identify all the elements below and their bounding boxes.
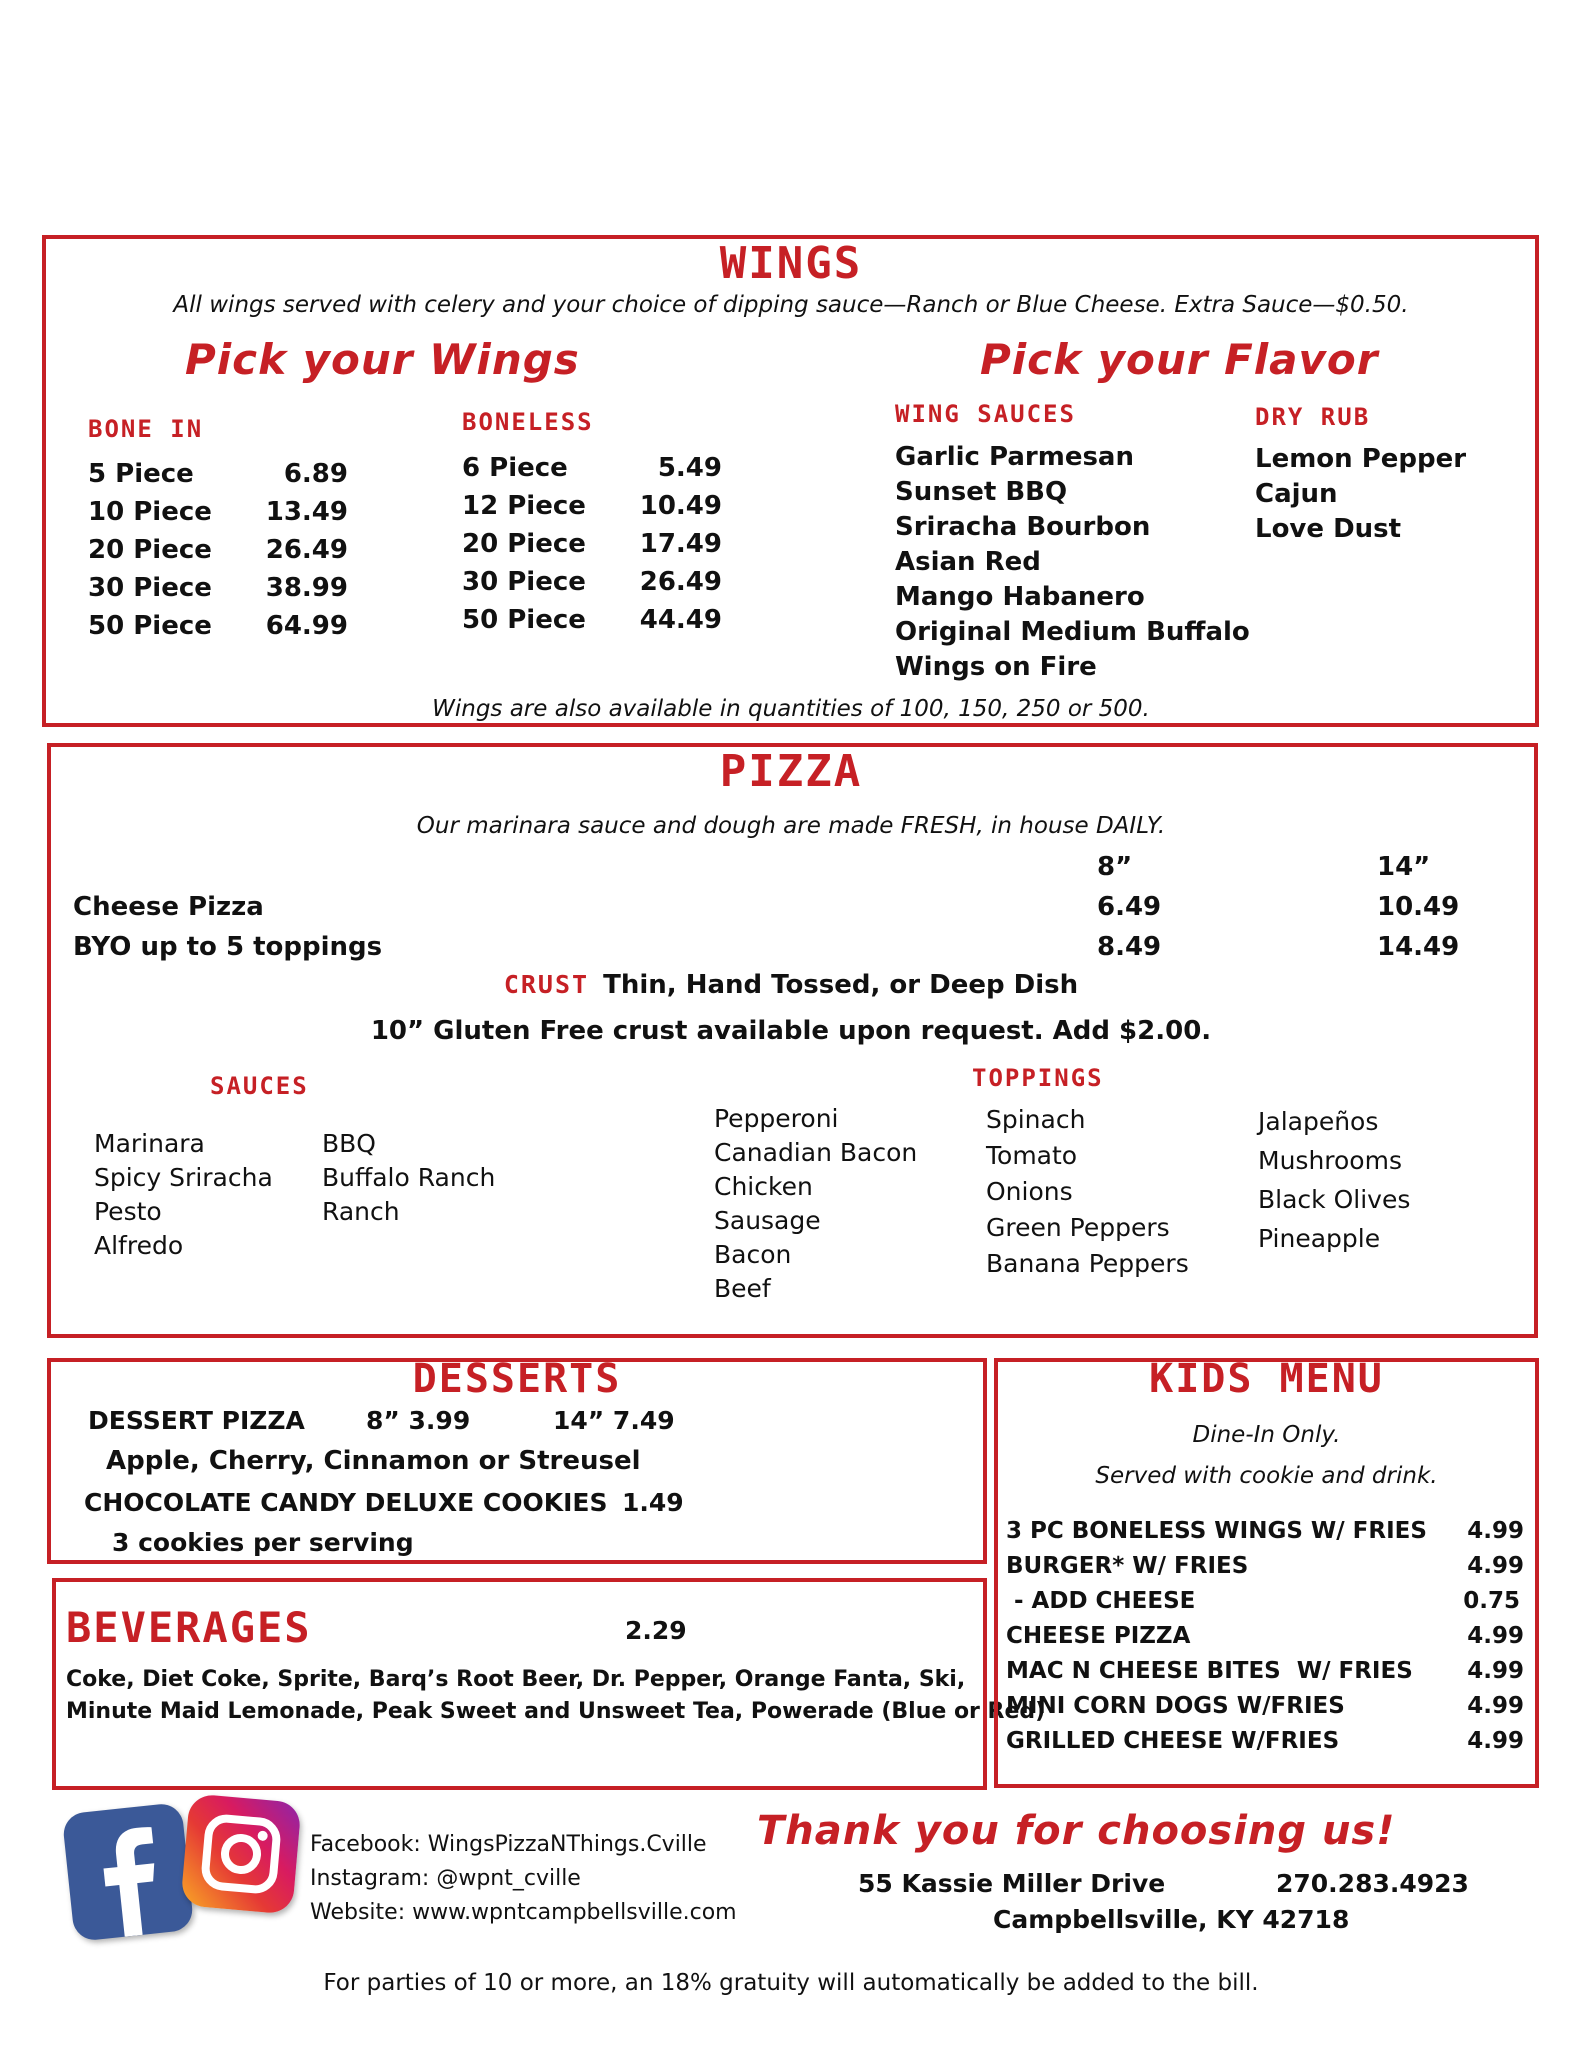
list-item: Spinach [986,1105,1086,1134]
beverages-price: 2.29 [625,1616,687,1645]
pizza-note: Our marinara sauce and dough are made FRESH, in house DAILY. [416,813,1166,839]
list-item: Marinara [94,1129,205,1158]
list-item: 12 Piece 10.49 [462,491,722,521]
list-item: GRILLED CHEESE W/FRIES 4.99 [1006,1728,1524,1754]
list-item: Canadian Bacon [714,1138,918,1167]
list-item: Buffalo Ranch [322,1163,496,1192]
pizza-item-small-price: 8.49 [1097,932,1162,962]
sauces-col-1 [94,1127,273,1263]
sauces-col-2 [322,1127,495,1229]
list-item: Garlic Parmesan [895,442,1134,472]
bone-in-list [88,455,348,645]
list-item: Black Olives [1258,1185,1411,1214]
list-item: BURGER* W/ FRIES 4.99 [1006,1553,1524,1579]
pizza-item-large-price: 10.49 [1377,892,1460,922]
toppings-col-2 [986,1102,1189,1282]
list-item: 20 Piece 26.49 [88,535,348,565]
dessert-pizza-large: 14” 7.49 [553,1406,675,1435]
list-item: 50 Piece 64.99 [88,611,348,641]
cookies-label: CHOCOLATE CANDY DELUXE COOKIES [84,1488,608,1517]
list-item: Pineapple [1258,1224,1381,1253]
cookies-price: 1.49 [622,1488,684,1517]
list-item: Lemon Pepper [1255,444,1467,474]
list-item: Ranch [322,1197,400,1226]
list-item: 30 Piece 38.99 [88,573,348,603]
list-item: Beef [714,1274,771,1303]
pick-flavor-heading: Pick your Flavor [980,335,1379,384]
list-item: 20 Piece 17.49 [462,529,722,559]
beverages-line-2: Minute Maid Lemonade, Peak Sweet and Unsweet Tea, Powerade (Blue or Red) [66,1699,1046,1724]
wing-sauces-list [895,440,1250,685]
wings-note: All wings served with celery and your choice of dipping sauce—Ranch or Blue Cheese. Extra Sauce—$0.50. [173,292,1409,318]
list-item: Tomato [986,1141,1078,1170]
beverages-line-1: Coke, Diet Coke, Sprite, Barq’s Root Beer, Dr. Pepper, Orange Fanta, Ski, [66,1667,966,1692]
list-item: 3 PC BONELESS WINGS W/ FRIES 4.99 [1006,1518,1524,1544]
desserts-title: DESSERTS [412,1356,622,1402]
facebook-icon [62,1802,195,1942]
list-item: Original Medium Buffalo [895,617,1250,647]
sauces-heading: SAUCES [210,1072,309,1100]
address-line-2: Campbellsville, KY 42718 [993,1905,1350,1934]
list-item: 10 Piece 13.49 [88,497,348,527]
instagram-handle[interactable]: Instagram: @wpnt_cville [310,1866,581,1891]
list-item: Mango Habanero [895,582,1145,612]
pizza-item-name: Cheese Pizza [73,892,264,922]
instagram-icon [180,1793,301,1914]
list-item: 5 Piece 6.89 [88,459,348,489]
list-item: 50 Piece 44.49 [462,605,722,635]
list-item: Pesto [94,1197,162,1226]
pizza-item-small-price: 6.49 [1097,892,1162,922]
size-large-header: 14” [1377,852,1431,882]
list-item: Onions [986,1177,1073,1206]
list-item: Spicy Sriracha [94,1163,273,1192]
wings-title: WINGS [719,238,863,289]
website-link[interactable]: Website: www.wpntcampbellsville.com [310,1900,737,1925]
gratuity-note: For parties of 10 or more, an 18% gratuity will automatically be added to the bill. [323,1970,1259,1996]
pizza-item-large-price: 14.49 [1377,932,1460,962]
crust-options: Thin, Hand Tossed, or Deep Dish [603,970,1079,1000]
list-item: BBQ [322,1129,376,1158]
list-item: Asian Red [895,547,1041,577]
pick-wings-heading: Pick your Wings [185,335,580,384]
list-item: CHEESE PIZZA 4.99 [1006,1623,1524,1649]
size-small-header: 8” [1097,852,1133,882]
list-item: 30 Piece 26.49 [462,567,722,597]
list-item: Wings on Fire [895,652,1097,682]
list-item: MAC N CHEESE BITES W/ FRIES 4.99 [1006,1658,1524,1684]
list-item: 6 Piece 5.49 [462,453,722,483]
kids-menu-list [1006,1514,1524,1759]
thank-you-message: Thank you for choosing us! [757,1808,1396,1854]
list-item: - ADD CHEESE 0.75 [1006,1588,1520,1614]
wing-sauces-heading: WING SAUCES [895,400,1076,428]
pizza-item-name: BYO up to 5 toppings [73,932,383,962]
list-item: Jalapeños [1258,1107,1379,1136]
kids-note-2: Served with cookie and drink. [1095,1463,1438,1489]
list-item: Sausage [714,1206,821,1235]
list-item: Chicken [714,1172,813,1201]
list-item: Mushrooms [1258,1146,1402,1175]
kids-note-1: Dine-In Only. [1192,1422,1341,1448]
list-item: Cajun [1255,479,1338,509]
address-line-1: 55 Kassie Miller Drive [858,1869,1166,1898]
cookies-note: 3 cookies per serving [112,1528,414,1557]
list-item: Sunset BBQ [895,477,1068,507]
list-item: Pepperoni [714,1104,839,1133]
list-item: Bacon [714,1240,792,1269]
boneless-heading: BONELESS [462,408,594,436]
dry-rub-list [1255,442,1466,547]
pizza-title: PIZZA [719,746,863,797]
list-item: Sriracha Bourbon [895,512,1151,542]
gluten-free-note: 10” Gluten Free crust available upon request. Add $2.00. [370,1016,1212,1046]
bone-in-heading: BONE IN [88,415,204,443]
toppings-col-1 [714,1102,917,1306]
list-item: Green Peppers [986,1213,1170,1242]
phone-number: 270.283.4923 [1276,1869,1469,1898]
toppings-heading: TOPPINGS [972,1064,1104,1092]
facebook-handle[interactable]: Facebook: WingsPizzaNThings.Cville [310,1832,707,1857]
list-item: Love Dust [1255,514,1402,544]
list-item: Banana Peppers [986,1249,1189,1278]
wings-footnote: Wings are also available in quantities of 100, 150, 250 or 500. [432,696,1150,722]
boneless-list [462,449,722,639]
dry-rub-heading: DRY RUB [1255,403,1371,431]
dessert-pizza-small: 8” 3.99 [366,1406,471,1435]
toppings-col-3 [1258,1102,1410,1258]
dessert-pizza-flavors: Apple, Cherry, Cinnamon or Streusel [106,1446,641,1476]
crust-line [0,970,1582,1000]
beverages-title: BEVERAGES [66,1603,312,1652]
dessert-pizza-label: DESSERT PIZZA [88,1406,305,1435]
list-item: Alfredo [94,1231,184,1260]
list-item: MINI CORN DOGS W/FRIES 4.99 [1006,1693,1524,1719]
crust-label: CRUST [503,970,590,999]
kids-menu-title: KIDS MENU [1149,1356,1384,1402]
